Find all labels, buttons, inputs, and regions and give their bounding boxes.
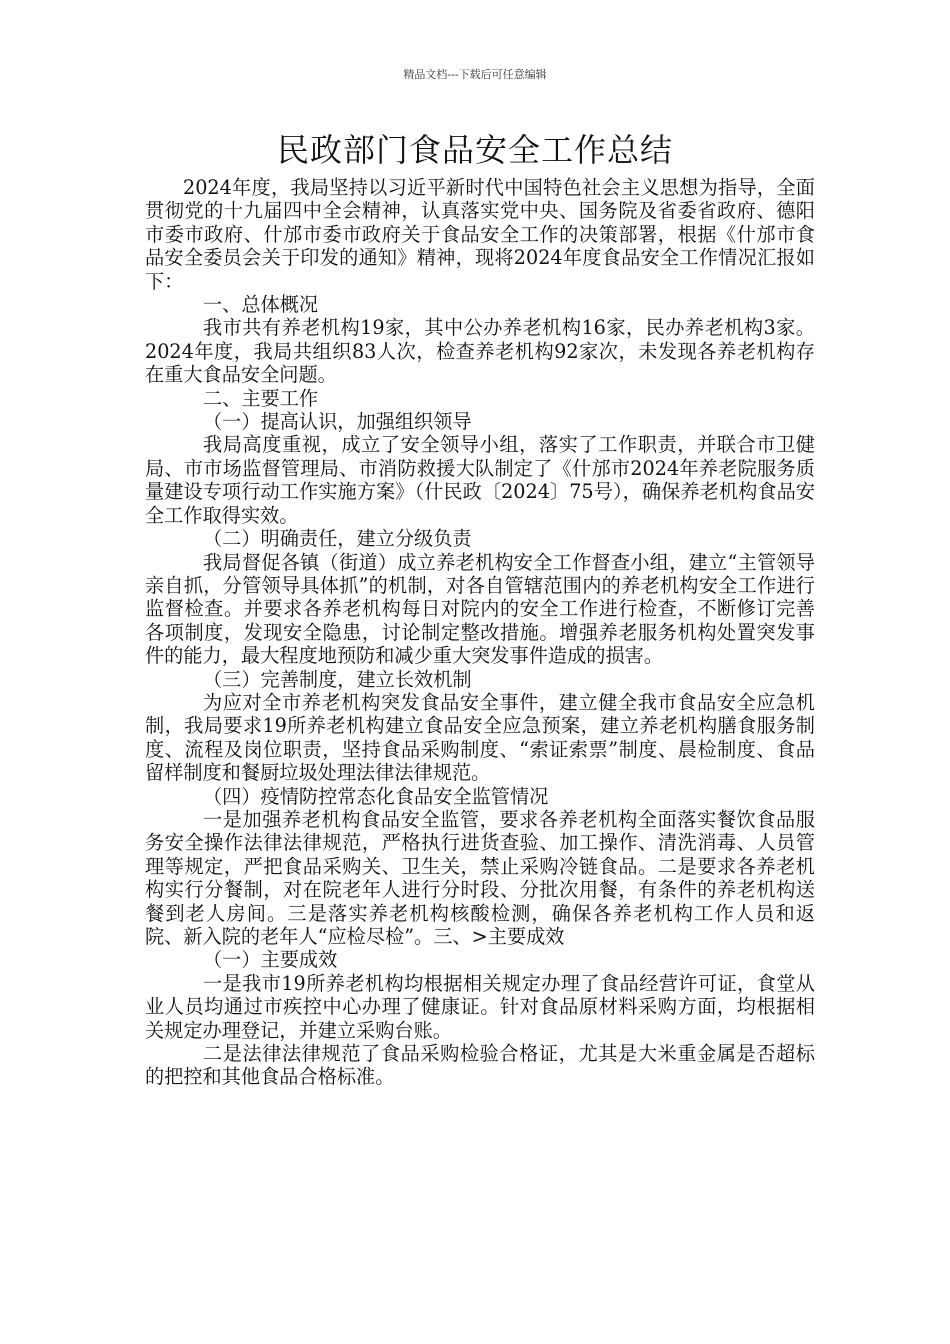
subsection-heading: （一）提高认识，加强组织领导 [203, 410, 472, 434]
subsection-heading: （三）完善制度，建立长效机制 [203, 667, 472, 691]
section-heading-main-work: 二、主要工作 [203, 386, 319, 410]
header-note: 精品文档---下载后可任意编辑 [403, 68, 547, 81]
subsection-heading: （一）主要成效 [203, 948, 338, 972]
body-paragraph: 一是加强养老机构食品安全监管，要求各养老机构全面落实餐饮食品服务安全操作法律法律规范，严格执行进货查验、加工操作、清洗消毒、人员管理等规定，严把食品采购关、卫生关，禁止采购冷链食品。二是要求各养老机构实行分餐制，对在院老年人进行分时段、分批次用餐，有条件的养老机构送餐到老人房间。三是落实养老机构核酸检测，确保各养老机构工作人员和返院、新入院的老年人“应检尽检”。三、>主要成效 [145, 807, 815, 948]
body-paragraph: 我市共有养老机构19家，其中公办养老机构16家，民办养老机构3家。2024年度，我局共组织83人次，检查养老机构92家次，未发现各养老机构存在重大食品安全问题。 [145, 316, 815, 387]
body-paragraph: 一是我市19所养老机构均根据相关规定办理了食品经营许可证，食堂从业人员均通过市疾控中心办理了健康证。针对食品原材料采购方面，均根据相关规定办理登记，并建立采购台账。 [145, 971, 815, 1042]
document-title: 民政部门食品安全工作总结 [276, 131, 673, 169]
body-paragraph: 我局督促各镇（街道）成立养老机构安全工作督查小组，建立“主管领导亲自抓，分管领导具体抓”的机制，对各自管辖范围内的养老机构安全工作进行监督检查。并要求各养老机构每日对院内的安全工作进行检查，不断修订完善各项制度，发现安全隐患，讨论制定整改措施。增强养老服务机构处置突发事件的能力，最大程度地预防和减少重大突发事件造成的损害。 [145, 550, 815, 668]
subsection-heading: （四）疫情防控常态化食品安全监管情况 [203, 784, 549, 808]
section-heading-overview: 一、总体概况 [203, 293, 319, 317]
document-body [145, 176, 815, 1089]
intro-paragraph: 2024年度，我局坚持以习近平新时代中国特色社会主义思想为指导，全面贯彻党的十九届四中全会精神，认真落实党中央、国务院及省委省政府、德阳市委市政府、什邡市委市政府关于食品安全工作的决策部署，根据《什邡市食品安全委员会关于印发的通知》精神，现将2024年度食品安全工作情况汇报如下： [145, 176, 815, 293]
body-paragraph: 为应对全市养老机构突发食品安全事件，建立健全我市食品安全应急机制，我局要求19所养老机构建立食品安全应急预案，建立养老机构膳食服务制度、流程及岗位职责，坚持食品采购制度、“索证索票”制度、晨检制度、食品留样制度和餐厨垃圾处理法律法律规范。 [145, 690, 815, 785]
body-paragraph: 二是法律法律规范了食品采购检验合格证，尤其是大米重金属是否超标的把控和其他食品合格标准。 [145, 1042, 815, 1089]
body-paragraph: 我局高度重视，成立了安全领导小组，落实了工作职责，并联合市卫健局、市市场监督管理局、市消防救援大队制定了《什邡市2024年养老院服务质量建设专项行动工作实施方案》（什民政〔2024〕75号），确保养老机构食品安全工作取得实效。 [145, 433, 815, 527]
subsection-heading: （二）明确责任，建立分级负责 [203, 527, 472, 551]
